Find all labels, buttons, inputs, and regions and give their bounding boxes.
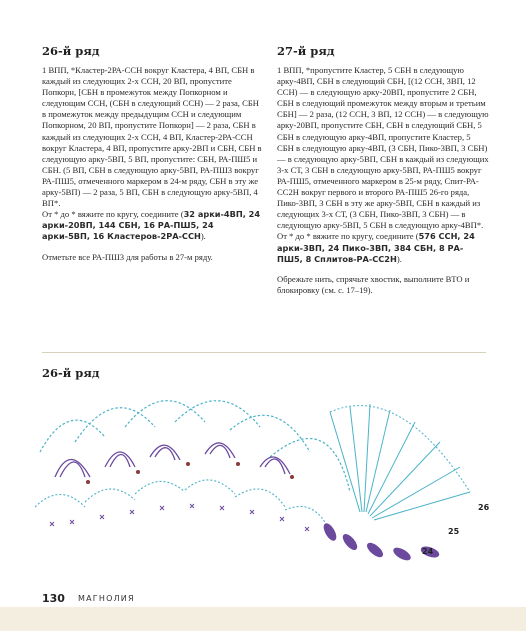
- row-26-heading: 26-й ряд: [42, 44, 100, 58]
- row-24-loops: [35, 480, 330, 532]
- footer-band: [0, 607, 526, 631]
- diagram-title: 26-й ряд: [42, 366, 100, 380]
- crochet-chart-diagram: [30, 382, 500, 572]
- right-fan-cluster: [330, 404, 470, 520]
- row-27-repeat-suffix: ).: [396, 253, 402, 264]
- row-label-25: 25: [448, 527, 460, 536]
- row-26-arches: [40, 401, 350, 492]
- row-26-instructions: [42, 65, 264, 243]
- row-26-repeat-totals: 32 арки-4ВП, 24 арки-20ВП, 144 СБН, 16 РА-ПШ5, 24 арки-5ВП, 16 Кластеров-2РА-ССН: [42, 209, 263, 242]
- row-26-repeat-prefix: От * до * вяжите по кругу, соедините (: [42, 209, 184, 220]
- row-26-note: Отметьте все РА-ПШ3 для работы в 27-м ряду.: [42, 251, 213, 262]
- row-25-fans: [55, 443, 290, 477]
- row-26-body: 1 ВПП, *Кластер-2РА-ССН вокруг Кластера, 4 ВП, СБН в каждый из следующих 2-х ССН, 20 ВП, пропустите Попкорн, [СБН в промежуток между Попкорном и следующим ССН, (СБН в следующий ССН) — 2 раза, СБН в промежуток между предыдущим ССН и следующим Попкорном, 20 ВП, пропустите Попкорн] — 2 раза, СБН в каждый из следующих 2-х ССН, 4 ВП, Кластер-2РА-ССН вокруг Кластера, 4 ВП, пропустите арку-2ВП и СБН, СБН в следующую арку-5ВП, 5 ВП, пропустите: СБН, РА-ПШ5 и СБН. (5 ВП, СБН в следующую арку-5ВП, РА-ПШ3 вокруг РА-ПШ5, отмеченного маркером в 24-м ряду, СБН в эту же арку-5ВП) — 2 раза, 5 ВП, СБН в следующую арку-5ВП, 4 ВП*.: [42, 65, 264, 209]
- page-number: 130: [42, 592, 65, 605]
- row-label-24: 24: [422, 547, 434, 556]
- base-stitch-marks: [50, 504, 309, 531]
- row-27-heading: 27-й ряд: [277, 44, 335, 58]
- bottom-right-stitches: [322, 522, 440, 562]
- row-26-repeat-suffix: ).: [200, 231, 206, 242]
- publisher-name: МАГНОЛИЯ: [78, 594, 135, 603]
- accent-marks: [86, 462, 294, 484]
- row-label-26: 26: [478, 503, 490, 512]
- section-divider: [42, 352, 486, 353]
- row-27-repeat-prefix: От * до * вяжите по кругу, соедините (: [277, 231, 419, 242]
- left-column: [42, 44, 264, 263]
- row-27-instructions: [277, 65, 489, 265]
- row-27-note: Обрежьте нить, спрячьте хвостик, выполните ВТО и блокировку (см. с. 17–19).: [277, 273, 472, 295]
- row-27-body: 1 ВПП, *пропустите Кластер, 5 СБН в следующую арку-4ВП, СБН в следующий СБН, [(12 ССН, 3ВП, 12 ССН) — в следующую арку-20ВП, пропустите 2 СБН, СБН в следующий промежуток между вторым и третьим СБН] — 2 раза, (12 ССН, 3 ВП, 12 ССН) — в следующую арку-20ВП, пропустите СБН, СБН в следующий СБН, 5 СБН в следующую арку-4ВП, пропустите Кластер, 5 СБН в следующую арку-4ВП, (3 СБН, Пико-3ВП, 3 СБН) — в следующую арку-5ВП, СБН в каждый из следующих 3-х СТ, 3 СБН в следующую арку-5ВП, РА-ПШ5 вокруг РА-ПШ5, отмеченного маркером в 25-м ряду, Спит-РА-СС2Н вокруг первого и второго РА-ПШ5 26-го ряда, Пико-3ВП, 3 СБН в эту же арку-5ВП, СБН в каждый из следующих 3-х СТ, (3 СБН, Пико-3ВП, 3 СБН) — в следующую арку-5ВП, 5 СБН в следующую арку-4ВП*.: [277, 65, 491, 231]
- row-27-repeat-totals: 576 ССН, 24 арки-3ВП, 24 Пико-3ВП, 384 СБН, 8 РА-ПШ5, 8 Сплитов-РА-СС2Н: [277, 231, 478, 264]
- right-column: [277, 44, 489, 296]
